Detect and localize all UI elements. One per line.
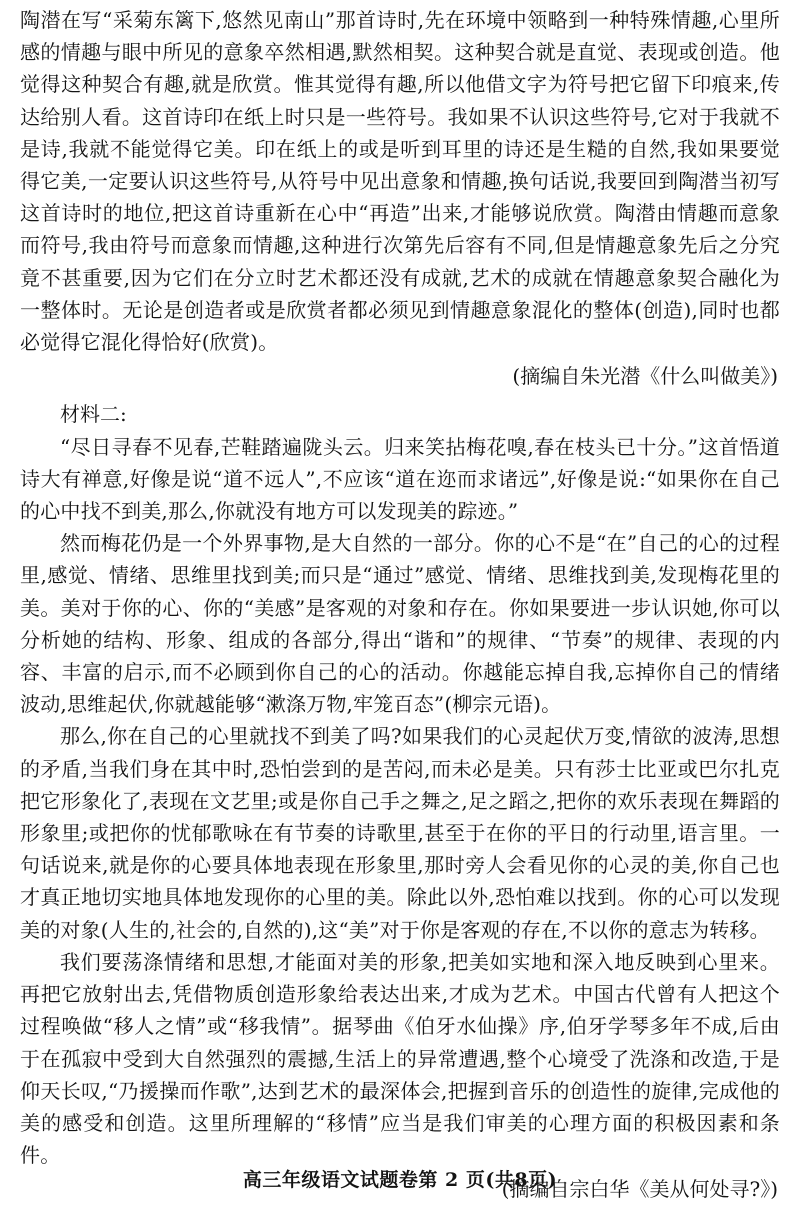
material-two-paragraph-3: 那么,你在自己的心里就找不到美了吗?如果我们的心灵起伏万变,情欲的波涛,思想的矛盾,当我们身在其中时,恐怕尝到的是苦闷,而未必是美。只有莎士比亚或巴尔扎克把它形象化了,表现在文艺里;或是你自己手之舞之,足之蹈之,把你的欢乐表现在舞蹈的形象里;或把你的忧郁歌咏在有节奏的诗歌里,甚至于在你的平日的行动里,语言里。一句话说来,就是你的心要具体地表现在形象里,那时旁人会看见你的心灵的美,你自己也才真正地切实地具体地发现你的心里的美。除此以外,恐怕难以找到。你的心可以发现美的对象(人生的,社会的,自然的),这“美”对于你是客观的存在,不以你的意志为转移。	[20, 724, 780, 942]
material-two-paragraph-1: “尽日寻春不见春,芒鞋踏遍陇头云。归来笑拈梅花嗅,春在枝头已十分。”这首悟道诗大有禅意,好像是说“道不远人”,不应该“道在迩而求诸远”,好像是说:“如果你在自己的心中找不到美,那么,你就没有地方可以发现美的踪迹。”	[20, 434, 780, 524]
material-one-citation: (摘编自朱光潜《什么叫做美》)	[512, 364, 778, 389]
exam-page-body	[20, 4, 780, 1206]
material-two-paragraph-2: 然而梅花仍是一个外界事物,是大自然的一部分。你的心不是“在”自己的心的过程里,感觉、情绪、思维里找到美;而只是“通过”感觉、情绪、思维找到美,发现梅花里的美。美对于你的心、你的“美感”是客观的对象和存在。你如果要进一步认识她,你可以分析她的结构、形象、组成的各部分,得出“谐和”的规律、“节奏”的规律、表现的内容、丰富的启示,而不必顾到你自己的心的活动。你越能忘掉自我,忘掉你自己的情绪波动,思维起伏,你就越能够“漱涤万物,牢笼百态”(柳宗元语)。	[20, 531, 780, 717]
material-one-paragraph: 陶潜在写“采菊东篱下,悠然见南山”那首诗时,先在环境中领略到一种特殊情趣,心里所感的情趣与眼中所见的意象卒然相遇,默然相契。这种契合就是直觉、表现或创造。他觉得这种契合有趣,就是欣赏。惟其觉得有趣,所以他借文字为符号把它留下印痕来,传达给别人看。这首诗印在纸上时只是一些符号。我如果不认识这些符号,它对于我就不是诗,我就不能觉得它美。印在纸上的或是听到耳里的诗还是生糙的自然,我如果要觉得它美,一定要认识这些符号,从符号中见出意象和情趣,换句话说,我要回到陶潜当初写这首诗时的地位,把这首诗重新在心中“再造”出来,才能够说欣赏。陶潜由情趣而意象而符号,我由符号而意象而情趣,这种进行次第先后容有不同,但是情趣意象先后之分究竟不甚重要,因为它们在分立时艺术都还没有成就,艺术的成就在情趣意象契合融化为一整体时。无论是创造者或是欣赏者都必须见到情趣意象混化的整体(创造),同时也都必觉得它混化得恰好(欣赏)。	[20, 8, 780, 355]
material-two-citation: (摘编自宗白华《美从何处寻?》)	[501, 1177, 778, 1202]
material-two-paragraph-4: 我们要荡涤情绪和思想,才能面对美的形象,把美如实地和深入地反映到心里来。再把它放射出去,凭借物质创造形象给表达出来,才成为艺术。中国古代曾有人把这个过程唤做“移人之情”或“移我情”。据琴曲《伯牙水仙操》序,伯牙学琴多年不成,后由于在孤寂中受到大自然强烈的震撼,生活上的异常遭遇,整个心境受了洗涤和改造,于是仰天长叹,“乃援操而作歌”,达到艺术的最深体会,把握到音乐的创造性的旋律,完成他的美的感受和创造。这里所理解的“移情”应当是我们审美的心理方面的积极因素和条件。	[20, 949, 780, 1168]
material-two-title: 材料二:	[60, 402, 127, 427]
page-footer: 高三年级语文试题卷第 2 页(共8页)	[242, 1169, 558, 1191]
